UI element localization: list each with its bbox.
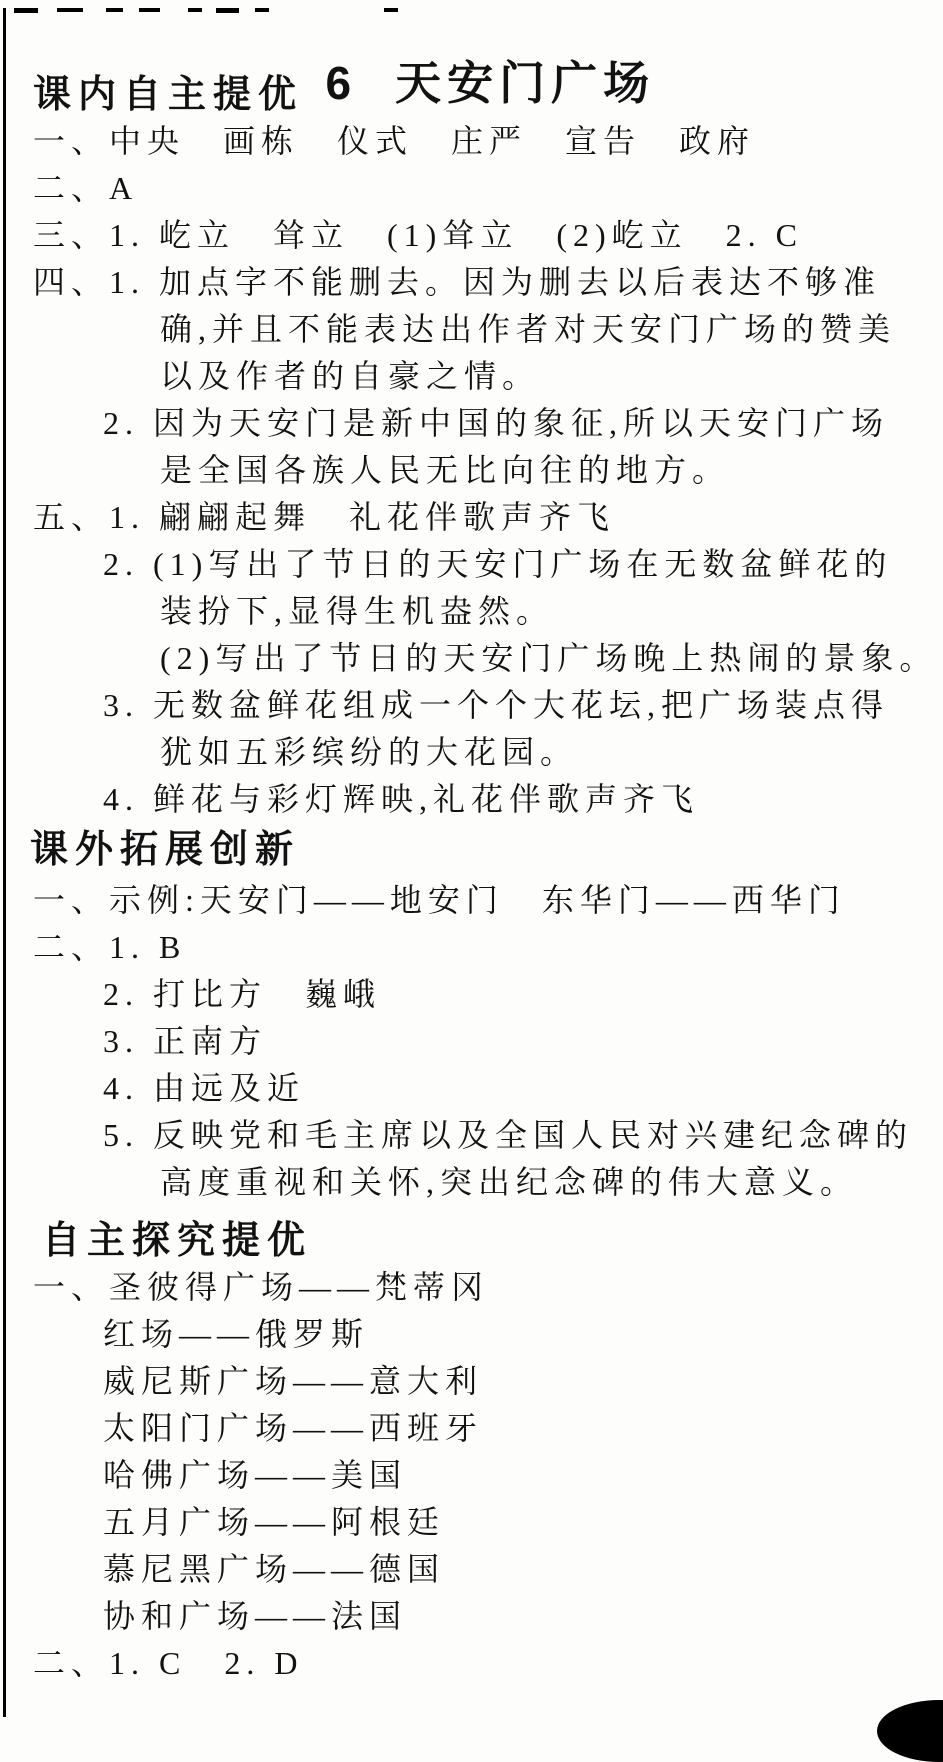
answer-line: 2. 因为天安门是新中国的象征,所以天安门广场: [103, 405, 890, 441]
answer-line: 是全国各族人民无比向往的地方。: [160, 452, 731, 488]
section-heading: 课内自主提优: [33, 74, 304, 116]
answer-line: 确,并且不能表达出作者对天安门广场的赞美: [160, 311, 897, 347]
answer-line: 2. 打比方 巍峨: [103, 976, 382, 1012]
answer-line: 3. 无数盆鲜花组成一个个大花坛,把广场装点得: [103, 687, 890, 723]
answer-line: 一、示例:天安门——地安门 东华门——西华门: [33, 882, 846, 918]
answer-line: 5. 反映党和毛主席以及全国人民对兴建纪念碑的: [103, 1117, 914, 1153]
page-edge-line: [3, 8, 6, 1717]
scan-fragment: [139, 8, 160, 12]
scan-fragment: [216, 8, 239, 13]
answer-line: 红场——俄罗斯: [103, 1316, 370, 1352]
answer-line: 高度重视和关怀,突出纪念碑的伟大意义。: [160, 1164, 859, 1200]
answer-line: 4. 由远及近: [103, 1070, 306, 1106]
answer-line: 4. 鲜花与彩灯辉映,礼花伴歌声齐飞: [103, 781, 700, 817]
lesson-title-text: 天安门广场: [395, 57, 656, 109]
answer-line: (2)写出了节日的天安门广场晚上热闹的景象。: [160, 640, 938, 676]
scan-fragment: [384, 8, 398, 12]
section-heading: 课外拓展创新: [30, 829, 301, 871]
answer-line: 装扮下,显得生机盎然。: [160, 593, 555, 629]
answer-line: 三、1. 屹立 耸立 (1)耸立 (2)屹立 2. C: [33, 217, 803, 253]
scan-fragment: [106, 8, 123, 12]
answer-line: 太阳门广场——西班牙: [103, 1410, 484, 1446]
answer-line: 五月广场——阿根廷: [103, 1504, 446, 1540]
scan-blob: [877, 1700, 943, 1762]
answer-line: 犹如五彩缤纷的大花园。: [160, 734, 579, 770]
answer-line: 二、1. B: [33, 929, 187, 965]
scan-fragment: [57, 8, 83, 12]
answer-line: 二、1. C 2. D: [33, 1645, 304, 1681]
section-self-exploration: [0, 1218, 943, 1687]
answer-line: 一、圣彼得广场——梵蒂冈: [33, 1269, 490, 1305]
answer-line: 四、1. 加点字不能删去。因为删去以后表达不够准: [33, 264, 882, 300]
section-extension: [0, 827, 943, 1206]
answer-line: 一、中央 画栋 仪式 庄严 宣告 政府: [33, 123, 756, 159]
answer-line: 二、A: [33, 170, 139, 206]
answer-line: 协和广场——法国: [103, 1598, 408, 1634]
answer-line: 3. 正南方: [103, 1023, 268, 1059]
lesson-number: 6: [325, 57, 352, 109]
answer-line: 哈佛广场——美国: [103, 1457, 408, 1493]
answer-line: 五、1. 翩翩起舞 礼花伴歌声齐飞: [33, 499, 616, 535]
scan-fragment: [255, 8, 269, 12]
section-heading: 自主探究提优: [42, 1220, 313, 1262]
answer-line: 慕尼黑广场——德国: [103, 1551, 446, 1587]
answer-line: 威尼斯广场——意大利: [103, 1363, 484, 1399]
scan-fragment: [14, 8, 38, 13]
answer-line: 以及作者的自豪之情。: [160, 358, 541, 394]
section-in-class: [0, 72, 943, 823]
answer-line: 2. (1)写出了节日的天安门广场在无数盆鲜花的: [103, 546, 893, 582]
scan-fragment: [188, 8, 202, 12]
